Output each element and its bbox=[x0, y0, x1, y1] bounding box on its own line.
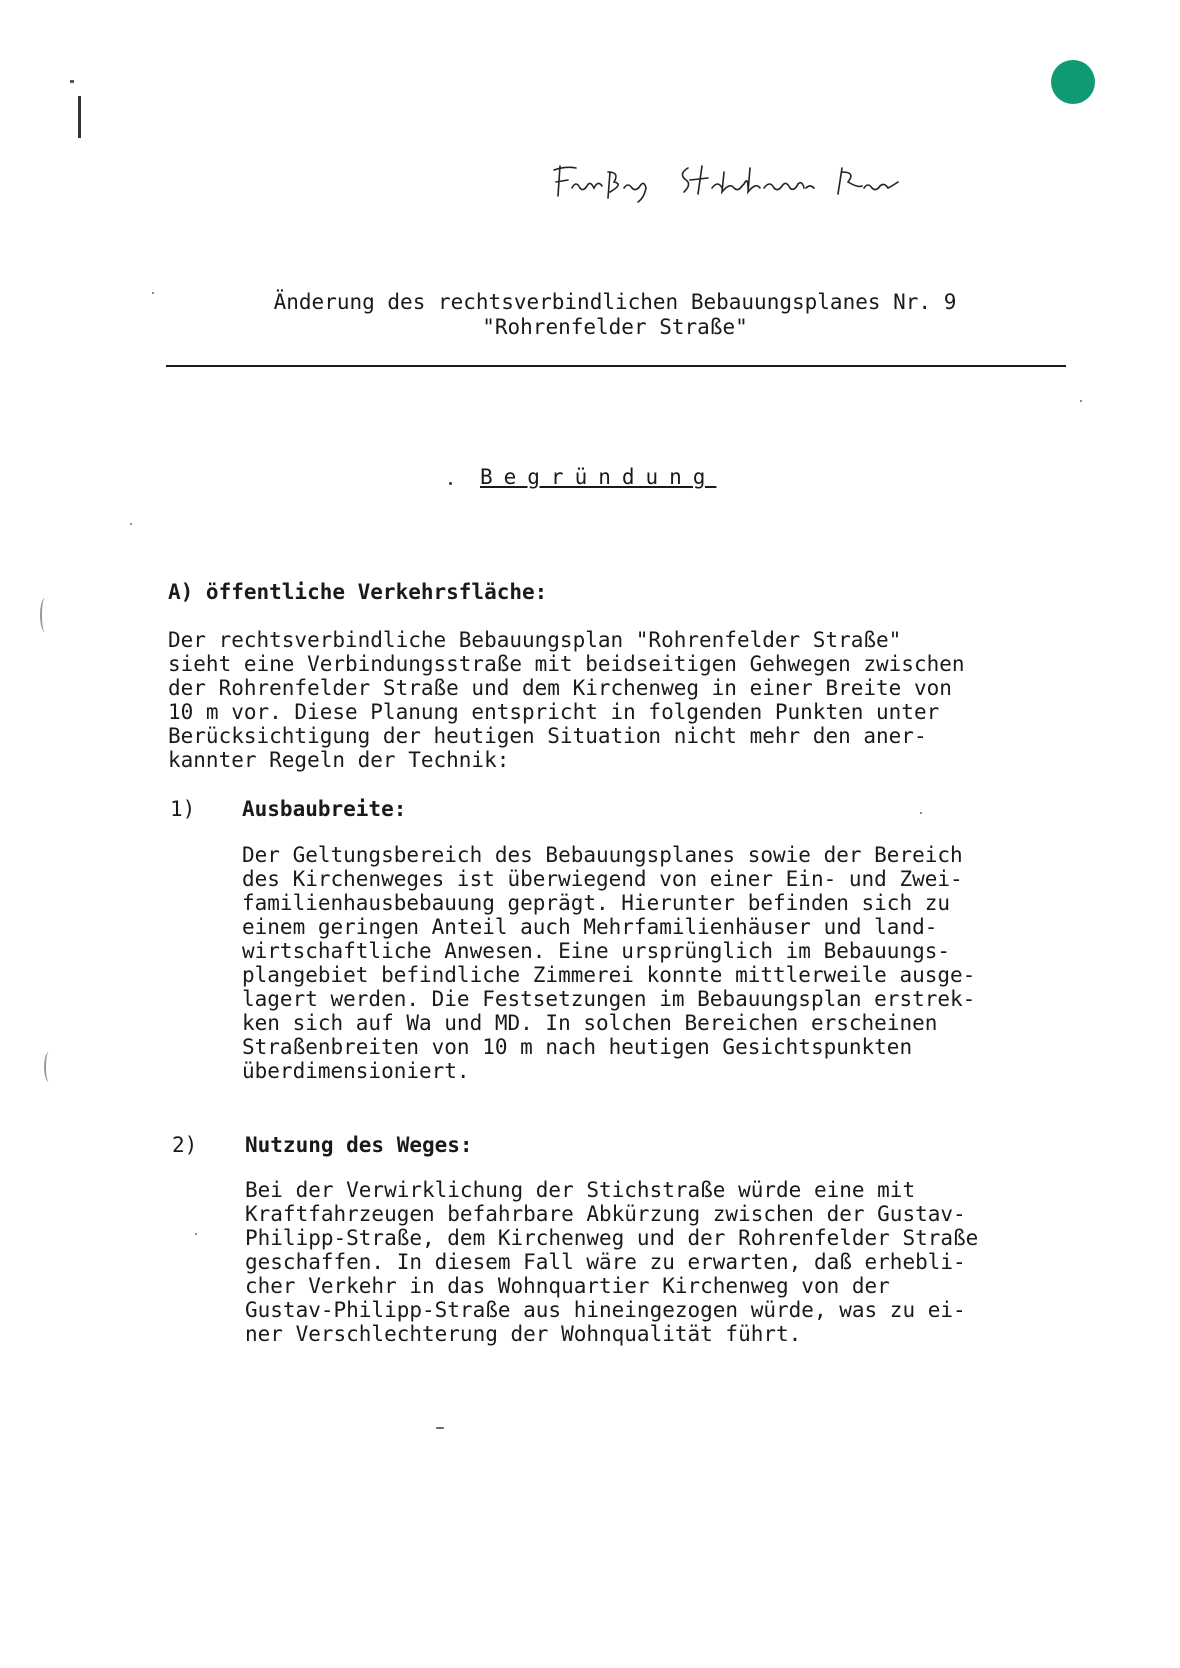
scan-mark bbox=[44, 1052, 54, 1082]
scan-speck bbox=[130, 523, 132, 525]
title-line-1: Änderung des rechtsverbindlichen Bebauungsplanes Nr. 9 bbox=[273, 290, 957, 314]
scan-mark bbox=[78, 96, 81, 138]
section-a-title: A) öffentliche Verkehrsfläche: bbox=[168, 580, 548, 604]
handwritten-annotation bbox=[552, 158, 912, 208]
document-title bbox=[160, 290, 1070, 340]
item-2-title: Nutzung des Weges: bbox=[245, 1133, 473, 1157]
item-1-number: 1) bbox=[170, 797, 196, 821]
scan-speck bbox=[1080, 400, 1082, 402]
scan-mark bbox=[70, 80, 74, 83]
scan-mark bbox=[40, 598, 50, 632]
item-1-title: Ausbaubreite: bbox=[242, 797, 407, 821]
section-heading: Begründung bbox=[480, 465, 717, 489]
svg-text:Freiburg Haberhorner Rom: Freiburg Haberhorner Rom bbox=[552, 158, 567, 159]
scan-speck bbox=[152, 292, 154, 294]
section-a-text: Der rechtsverbindliche Bebauungsplan "Rohrenfelder Straße" sieht eine Verbindungsstraße mit beidseitigen Gehwegen zwischen der Rohrenfelder Straße und dem Kirchenweg in einer Breite von 10 m vor. Diese Planung entspricht in folgenden Punkten unter Berücksichtigung der heutigen Situation nicht mehr den aner- kannter Regeln der Technik: bbox=[168, 628, 965, 772]
green-marker-dot bbox=[1051, 60, 1095, 104]
item-2-text: Bei der Verwirklichung der Stichstraße würde eine mit Kraftfahrzeugen befahrbare Abkürzung zwischen der Gustav- Philipp-Straße, dem Kirchenweg und der Rohrenfelder Straße geschaffen. In diesem Fall wäre zu erwarten, daß erhebli- cher Verkehr in das Wohnquartier Kirchenweg von der Gustav-Philipp-Straße aus hineingezogen würde, was zu ei- ner Verschlechterung der Wohnqualität führt. bbox=[245, 1178, 979, 1346]
scan-speck bbox=[449, 482, 452, 485]
title-underline bbox=[166, 365, 1066, 367]
scan-speck bbox=[436, 1427, 444, 1429]
title-line-2: "Rohrenfelder Straße" bbox=[482, 315, 748, 339]
item-1-text: Der Geltungsbereich des Bebauungsplanes sowie der Bereich des Kirchenweges ist überwiegend von einer Ein- und Zwei- familienhausbebauung geprägt. Hierunter befinden sich zu einem geringen Anteil auch Mehrfamilienhäuser und land- wirtschaftliche Anwesen. Eine ursprünglich im Bebauungs- plangebiet befindliche Zimmerei konnte mittlerweile ausge- lagert werden. Die Festsetzungen im Bebauungsplan erstrek- ken sich auf Wa und MD. In solchen Bereichen erscheinen Straßenbreiten von 10 m nach heutigen Gesichtspunkten überdimensioniert. bbox=[242, 843, 976, 1083]
item-2-number: 2) bbox=[172, 1133, 198, 1157]
scan-speck bbox=[920, 812, 922, 814]
scan-speck bbox=[195, 1233, 197, 1235]
